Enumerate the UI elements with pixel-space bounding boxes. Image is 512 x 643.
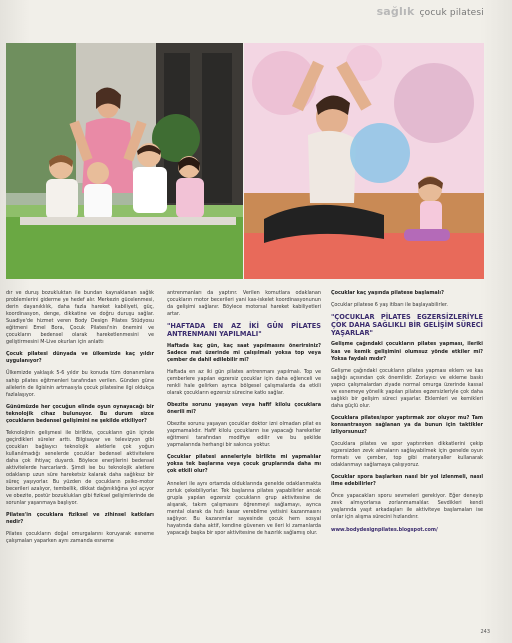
- answer: Haftada en az iki gün pilates antrenmanı yapılmalı. Top ve çemberlere yapılan egzersiz çocuklar için daha eğlenceli ve renkli hale gelirken ayrıca bölgesel çalışmalarda da etkili olarak çocukların egzersiz sürecine katkı sağlar.: [167, 368, 321, 397]
- answer: Gelişme çağındaki çocukların pilates yapması eklem ve kas sağlığı açısından çok önemlidir. Zorlayıcı ve ekleme baskı yapıcı çalışmalardan ziyade normal omurga üzerinde kassal ve esnemeye yönelik yapılan pilates egzersizleriyle çok daha sağlıklı bir gelişim süreci yaşarlar. Eklemleri ve kemikleri daha güçlü olur.: [331, 367, 483, 409]
- article-column-2: [167, 290, 321, 542]
- article-column-1: [6, 290, 154, 551]
- page-number: 243: [480, 629, 490, 635]
- family-yoga-illustration: [6, 43, 243, 279]
- article-column-3: [331, 290, 483, 539]
- question: Pilates'in çocuklara fiziksel ve zihinsel katkıları nedir?: [6, 512, 154, 526]
- answer: Anneleri ile aynı ortamda olduklarında genelde odaklanmakta zorluk çekebiliyorlar. Tek başlarına pilates yapabilirler ancak grupla yapılan egzersiz çocukların grup aktivitesine de alışarak, takım çalışmasını öğrenmeyi sağlamayı, ayrıca mental olarak da hızlı kasar verebilme yetisini kazanmasını sağlıyor. Bu kazanımlar sayesinde çocuk hem sosyal hayatında daha aktif, kendine güvenen ve ileri ki zamanlarda yapacağı başka bir spor aktivitesine de hazırlık sağlamış olur.: [167, 480, 321, 536]
- answer: Obezite sorunu yaşayan çocuklar doktor izni olmadan pilat es yapmamalıdır. Hafif kilolu çocukların ise yapacağı hareketler eğitmeni tarafından modifiye edilir ve bu şekilde yapmalarında herhangi bir sakınca yoktur.: [167, 421, 321, 449]
- answer: Pilates çocukların doğal omurgalarını koruyarak esneme çalışmaları yaparken aynı zamanda esneme: [6, 531, 154, 545]
- answer: Önce yapacakları sporu sevmeleri gerekiyor. Eğer deneyip zevk almıyorlarsa zorlanmamalılar. Sevdikleri kendi yaşlarında yaşıt arkadaşları ile aktiviteye başlamaları ise onlar için alışma sürecini hızlandırır.: [331, 493, 483, 521]
- answer: Çocuklara pilates ve spor yaptırırken dikkatlerini çekip egzersizden zevk almaların sağlayabilmek için genelde oyun formatı ve çember, top gibi materyaller kullanarak odaklanmayı sağlamaya çalışıyoruz.: [331, 441, 483, 469]
- intro-paragraph: dır ve duruş bozukluktan ile bundan kaynaklanan sağlık problemlerini giderme ye hedef alır. Merkezin gücelenmesi, derin dayanıklılık, daha fazla hareket kabiliyeti, güç, koordinasyon, denge, dikkatine ve doğru duruşu sağlar. Suadiye'de hizmet veren Body Design Pilates Stüdyosu eğitmeni Emel Bora, Çocuk Pilatesi'nin önemini ve çocukların bedensel olarak hareketlenmesini ve geliştirmesini M-Live okurları için anlattı: [6, 290, 154, 346]
- pull-quote-heading: "HAFTADA EN AZ İKİ GÜN PİLATES ANTRENMANI YAPILMALI": [167, 322, 321, 338]
- answer: Teknolojinin gelişmesi ile birlikte, çocukların gün içinde geçirdikleri süreler arttı. Bilgisayar ve televizyon gibi çocukları bağlayıcı teknolojik aletlerle çok yoğun kullanılmadığı senelerde çocuklar bedensel aktivitelere daha çok ihtiyaç duyardı. Böylece enerjilerini bedensel aktivitelerde harcarlardı. Şimdi ise bu teknolojik aletlere odaklanıp uzun süre hareketsiz kalarak daha sağlıksız bir süreç yaşıyorlar. Bu yüzden de çocukların psiko-motor becerileri azalıyor, tembellik, dikkat dağınıklığına yol açıyor ve obezite, postür bozuklukları gibi fiziksel gelişimlerinde de sorunlar yaşanmaya başlıyor.: [6, 429, 154, 507]
- website-link[interactable]: www.bodydesignpilates.blogspot.com/: [331, 526, 438, 533]
- question: Günümüzde her çocuğun elinde oyun oynayacağı bir teknolojik cihaz bulunuyor. Bu durum sizce çocukların bedensel gelişimini ne şekilde etkiliyor?: [6, 403, 154, 424]
- question: Çocuklar spora başlarken nasıl bir yol izlenmeli, nasıl ilme edebilirler?: [331, 474, 483, 488]
- photo-pilates-ball: [244, 43, 484, 279]
- answer: Ülkemizde yaklaşık 5-6 yıldır bu konuda tüm donanımlara sahip pilates eğitmenleri tarafından verilen. Günden güne ailelerin de ilgisinin artmasıyla çocuk pilatesine ilgi oldukça fazlalaşıyor.: [6, 370, 154, 398]
- pilates-ball-illustration: [244, 43, 484, 279]
- section-label: sağlık: [376, 5, 415, 18]
- question: Çocuklar kaç yaşında pilatese başlamalı?: [331, 290, 444, 296]
- question: Çocuklara pilates/spor yaptırmak zor oluyor mu? Tam konsantrasyon sağlanan ya da bunun için taktikler izliyorsunuz?: [331, 414, 483, 435]
- question: Gelişme çağındaki çocukların pilates yapması, ileriki kas ve kemik gelişimini olumsuz yönde etkiler mi? Yoksa faydalı mıdır?: [331, 341, 483, 362]
- photo-family-yoga: [6, 43, 243, 279]
- question: Çocuklar pilatesi anneleriyle birlikte mi yapmalılar yoksa tek başlarına veya çocuk gruplarında daha mı çok etkili olur?: [167, 454, 321, 475]
- question: Obezite sorunu yaşayan veya hafif kilolu çocuklara önerili mi?: [167, 402, 321, 416]
- pull-quote-heading: "ÇOCUKLAR PİLATES EGZERSİZLERİYLE ÇOK DAHA SAĞLIKLI BİR GELİŞİM SÜRECİ YAŞARLAR": [331, 313, 483, 337]
- question: Haftada kaç gün, kaç saat yapılmasını önerirsiniz? Sadece mat üzerinde mi çalışılmalı yoksa top veya çember de dahil edilebilir mi?: [167, 342, 321, 363]
- topic-label: çocuk pilatesi: [419, 8, 484, 18]
- page-header: [377, 5, 484, 18]
- answer: antrenmanları da yaptırır. Verilen komutlara odaklanan çocukların motor becerileri yani kas-iskelet koordinasyonunun da gelişimi sağlanır. Böylece motorsal hareket kabiliyetleri artar.: [167, 290, 321, 318]
- answer: Çocuklar pilatese 6 yaş itibarı ile başlayabilirler.: [331, 302, 448, 309]
- question: Çocuk pilatesi dünyada ve ülkemizde kaç yıldır uygulanıyor?: [6, 351, 154, 365]
